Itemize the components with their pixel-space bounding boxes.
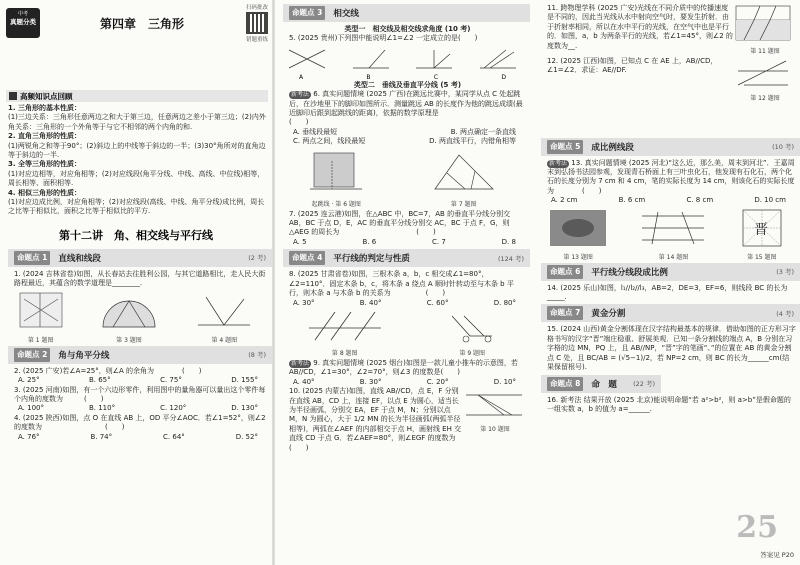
sticks-figure [305, 310, 385, 344]
knowledge-item: 2. 直角三角形的性质： [8, 132, 81, 141]
question-6: 6. 真实问题情境 (2025 广西)在跳远比赛中，某同学从点 C 处起跳后，在沙地里下的脚印如图所示．测量跳远 AB 的长度作为他的跳远成绩(最近脚印后跟到起跳线的距离)，依据的数学原理是 ( ) [289, 90, 544, 127]
question-12: 12. (2025 江西)如图，已知点 C 在 AE 上，AB//CD，∠1=∠2．求证：AE//DF. [547, 56, 718, 75]
new-method-badge: 新考法 [291, 359, 310, 367]
point-number: 命题点 4 [289, 251, 325, 265]
point-2-header [8, 346, 272, 364]
point-title: 角与角平分线 [58, 350, 110, 361]
options-q5-labels [299, 74, 506, 81]
option[interactable]: C. 两点之间，线段最短 [293, 137, 366, 146]
point-title: 相交线 [333, 9, 359, 19]
knowledge-item: 3. 全等三角形的性质： [8, 160, 81, 169]
point-title: 命 题 [591, 379, 617, 390]
point-number: 命题点 3 [289, 6, 325, 20]
type-heading: 类型二 垂线及垂直平分线 (5 考) [353, 80, 462, 89]
option[interactable]: A. 76° [18, 432, 40, 441]
character-grid-figure [739, 208, 785, 248]
figure-caption: 第 6 题图 [335, 200, 361, 208]
point-number: 命题点 2 [14, 348, 50, 362]
option-c-figure [412, 46, 456, 72]
figure-caption: 第 9 题图 [459, 349, 486, 357]
point-4-header [283, 249, 530, 267]
option[interactable]: B [366, 73, 371, 81]
option[interactable]: A [299, 73, 304, 81]
point-count: (124 考) [497, 254, 524, 263]
column-right [533, 0, 800, 565]
options-q2 [18, 376, 258, 385]
figure-row-1 [0, 291, 272, 344]
point-number: 命题点 5 [547, 140, 583, 154]
point-title: 黄金分割 [591, 309, 626, 320]
option[interactable]: B. 40° [359, 298, 382, 307]
options-q8 [293, 299, 516, 308]
option[interactable]: B. 65° [88, 376, 111, 385]
point-number: 命题点 8 [547, 377, 583, 391]
point-number: 命题点 1 [14, 251, 50, 265]
question-11: 11. 跨物理学科 (2025 广安)光线在不同介质中的传播速度是不同的，因此当光线从水中射向空气时，要发生折射．由于折射率相同，所以在水中平行的光线，在空气中也是平行的．如图，a，b 为两条平行的光线，若∠1=45°，则∠2 的度数为__. [547, 4, 733, 50]
point-1-header [8, 249, 272, 267]
brand-label: 真题分类 [10, 18, 36, 26]
figure-caption: 第 11 题图 [750, 48, 780, 56]
figure-row-q6: 起跳线 · 第 6 题图 第 7 题图 [275, 149, 530, 208]
option[interactable]: D. 52° [235, 432, 258, 441]
point-count: (8 考) [248, 351, 266, 360]
option[interactable]: C. 20° [426, 377, 449, 386]
option[interactable]: A. 40° [293, 377, 315, 386]
angle-figure [194, 291, 254, 331]
point-number: 命题点 7 [547, 306, 583, 320]
option[interactable]: B. 6 cm [618, 196, 646, 205]
chapter-title: 第四章 三角形 [100, 16, 185, 31]
option[interactable]: C. 60° [426, 298, 449, 307]
question-5: 5. (2025 贵州)下列图中能说明∠1=∠2 一定成立的是( ) [289, 34, 478, 43]
brand-top: 中考 [17, 11, 28, 17]
option[interactable]: B. 两点确定一条直线 [450, 127, 516, 136]
options-q6-row1 [293, 128, 516, 137]
point-count: (10 考) [772, 143, 794, 152]
figure-row-q8 [275, 310, 530, 357]
book-icon [9, 92, 17, 100]
option[interactable]: D. 155° [231, 376, 258, 385]
question-10: 10. (2025 内蒙古)如图，直线 AB//CD，点 E，F 分别在直线 AB，CD 上，连接 EF，以点 E 为圆心，适当长为半径画弧，分别交 EA，EF 于点 M，N；分别以点 M，N 为圆心，大于 1/2 MN 的长为半径画弧(两弧半径相等)，两弧在∠AEF 的内部相交于点 H，画射线 EH 交直线 CD 于点 G．若∠AEF=80°，则∠EGF 的度数为( ) [289, 387, 462, 452]
option[interactable]: B. 30° [359, 377, 382, 386]
options-q4 [18, 433, 258, 442]
question-1: 1. (2024 吉林省卷)如图，从长春站去往胜利公园，与其它道路相比，走人民大街路程最近，其蕴含的数学道理是________. [14, 269, 266, 288]
point-title: 直线和线段 [58, 253, 101, 264]
qr-code-icon[interactable] [246, 12, 268, 34]
map-figure [18, 291, 64, 331]
figure-caption: 第 8 题图 [331, 349, 358, 357]
question-16: 16. 新考法 结果开放 (2025 北京)能说明命题“若 a²>b²，则 a>b”是假命题的一组实数 a，b 的值为 a=______. [547, 395, 791, 413]
knowledge-item: (1)对应边相等，对应角相等；(2)对应线段(角平分线、中线、高线、中位线)相等，周长相等、面积相等. [8, 169, 265, 188]
point-7-header [541, 304, 800, 322]
option[interactable]: C. 8 cm [686, 196, 714, 205]
option[interactable]: C [433, 73, 439, 81]
figure-caption: 第 10 题图 [480, 425, 510, 433]
knowledge-item: (1)三边关系：三角形任意两边之和大于第三边，任意两边之差小于第三边；(2)内外角关系：三角形的一个外角等于与它不相邻的两个内角的和. [8, 113, 266, 131]
parallel-lines-figure [464, 387, 524, 421]
figure-caption: 第 15 题图 [747, 253, 777, 261]
parallel-lines-abc-figure [638, 208, 708, 248]
figure-caption: 第 14 题图 [658, 253, 689, 261]
knowledge-title: 高频知识点回顾 [20, 91, 73, 101]
question-14: 14. (2025 乐山)如图，l₁//l₂//l₃，AB=2，DE=3，EF=6，则线段 BC 的长为_____. [547, 283, 788, 302]
options-q6-row2 [293, 137, 516, 146]
triangle-figure [429, 149, 499, 195]
option[interactable]: B. 6 [362, 237, 377, 246]
figure-caption: 第 13 题图 [563, 253, 593, 261]
knowledge-item: (1)两锐角之和等于90°；(2)斜边上的中线等于斜边的一半；(3)30°角所对的直角边等于斜边的一半. [8, 141, 266, 160]
question-15: 15. (2024 山西)黄金分割体现在汉字结构最基本的规律．借助如图的正方形习字格书写的汉字“晋”端庄稳重、舒展美观．已知一条分割线的端点 A，B 分别在习字格的边 MN，PQ 上，且 AB//NP，“晋”字的笔画“、”的位置在 AB 的黄金分割点 C 处，且 BC/AB = (√5−1)/2，若 NP=2 cm，则 BC 的长为______cm(结果保留根号). [547, 325, 796, 372]
option[interactable]: D. 10 cm [754, 196, 786, 205]
option[interactable]: C. 64° [163, 432, 185, 441]
option[interactable]: D. 10° [493, 377, 516, 386]
point-title: 平行线分线段成比例 [591, 267, 668, 278]
point-count: (3 考) [776, 268, 794, 277]
refraction-figure [734, 4, 792, 44]
jump-pit-figure [306, 149, 366, 195]
figure-row-q13 [533, 208, 800, 261]
question-2: 2. (2025 广安)若∠A=25°，则∠A 的余角为 ( ) [14, 366, 202, 375]
option[interactable]: D. 130° [231, 404, 258, 413]
option[interactable]: A. 25° [18, 376, 40, 385]
answer-reference: 答案见 P20 [760, 551, 794, 559]
options-q7 [293, 238, 516, 247]
point-number: 命题点 6 [547, 265, 583, 279]
figure-caption: 第 3 题图 [116, 336, 142, 344]
option[interactable]: C. 120° [160, 404, 187, 413]
option-a-figure [285, 46, 329, 72]
figure-caption: 第 1 题图 [27, 336, 54, 344]
brand-badge [6, 8, 40, 38]
protractor-figure [99, 291, 159, 331]
new-method-badge: 新考法 [291, 91, 310, 99]
question-8: 8. (2025 甘肃省卷)如图，三根木条 a，b，c 相交成∠1=80°，∠2=110°．固定木条 b，c，将木条 a 绕点 A 顺时针转动至与木条 b 平行，则木条 a 与木条 b 的关系为 ( ) [289, 270, 514, 298]
figure-row-q5 [275, 46, 530, 72]
option[interactable]: D. 8 [501, 237, 516, 246]
lecture-title: 第十二讲 角、相交线与平行线 [59, 228, 213, 242]
point-count: (2 考) [248, 254, 266, 263]
point-8-header [541, 375, 661, 393]
point-count: (22 考) [633, 380, 655, 388]
option[interactable]: C. 7 [432, 237, 446, 246]
knowledge-item: 4. 相似三角形的性质： [8, 188, 81, 197]
question-13: 13. 真实问题情境 (2025 河北)“这么近，那么美，周末到河北”．王嘉周末到弘扬书法园参观，发现青石桥面上有三叶虫化石，他发现有石化石，两个化石的长度分别为 7 cm 和 4 cm，笔的实际长度为 14 cm，则该化石的实际长度为 ( ) [547, 158, 795, 195]
new-method-badge: 新考法 [549, 159, 568, 167]
option[interactable]: B. 110° [88, 404, 116, 413]
stroller-figure [444, 310, 500, 344]
knowledge-list [8, 104, 268, 217]
question-9: 9. 真实问题情境 (2025 烟台)如图是一款儿童小推车的示意图，若 AB//CD，∠1=30°，∠2=70°，则∠3 的度数是( ) [289, 358, 518, 377]
type-heading: 类型一 相交线及相交线求角度 (10 考) [344, 25, 471, 33]
options-q3 [18, 404, 258, 413]
knowledge-item: (1)对应边成比例，对应角相等；(2)对应线段(高线、中线、角平分线)成比例，周长之比等于相似比，面积之比等于相似比的平方. [8, 198, 265, 216]
options-q13 [551, 196, 786, 205]
option[interactable]: A. 5 [293, 237, 307, 246]
option[interactable]: A. 100° [18, 404, 44, 413]
point-5-header [541, 138, 800, 156]
option[interactable]: D. 80° [493, 298, 516, 307]
figure-caption: 第 4 题图 [211, 336, 238, 344]
point-3-header [283, 4, 530, 22]
option-b-figure [349, 46, 393, 72]
point-6-header [541, 263, 800, 281]
svg-text:晋: 晋 [753, 221, 768, 238]
qr-top-label: 扫码批改 [245, 5, 268, 11]
qr-bottom-label: 错题重练 [245, 37, 268, 43]
option[interactable]: D. 两直线平行，内错角相等 [429, 137, 516, 146]
figure-caption: 第 7 题图 [450, 200, 477, 208]
question-3: 3. (2025 河南)如图，有一个六边形零件，利用图中的量角器可以量出这个零件每个内角的度数为 ( ) [14, 385, 266, 403]
point-count: (4 考) [776, 309, 794, 318]
point-title: 平行线的判定与性质 [333, 254, 410, 265]
figure-caption: 第 12 题图 [750, 95, 780, 103]
column-middle [275, 0, 544, 565]
proof-figure [734, 57, 792, 91]
option[interactable]: B. 74° [90, 432, 113, 441]
question-7: 7. (2025 连云港)如图，在△ABC 中，BC=7，AB 的垂直平分线分别交 AB，BC 于点 D，E，AC 的垂直平分线分别交 AC，BC 于点 F，G，则△AEG 的周长为 ( ) [289, 209, 511, 237]
point-title: 成比例线段 [591, 142, 634, 153]
option[interactable]: A. 2 cm [551, 196, 578, 205]
option[interactable]: A. 30° [293, 298, 315, 307]
option[interactable]: D [501, 73, 506, 81]
takeoff-line-label: 起跳线 [311, 200, 330, 208]
page-number: 25 [736, 510, 778, 545]
knowledge-header [6, 90, 268, 102]
column-left [0, 0, 272, 565]
question-4: 4. (2025 陕西)如图，点 O 在直线 AB 上，OD 平分∠AOC．若∠1=52°，则∠2 的度数为 ( ) [14, 413, 266, 432]
options-q9 [293, 378, 516, 387]
option-d-figure [476, 46, 520, 72]
knowledge-item: 1. 三角形的基本性质： [8, 104, 81, 112]
fossil-photo [548, 208, 608, 248]
option[interactable]: A. 垂线段最短 [293, 127, 338, 136]
option[interactable]: C. 75° [160, 376, 182, 385]
